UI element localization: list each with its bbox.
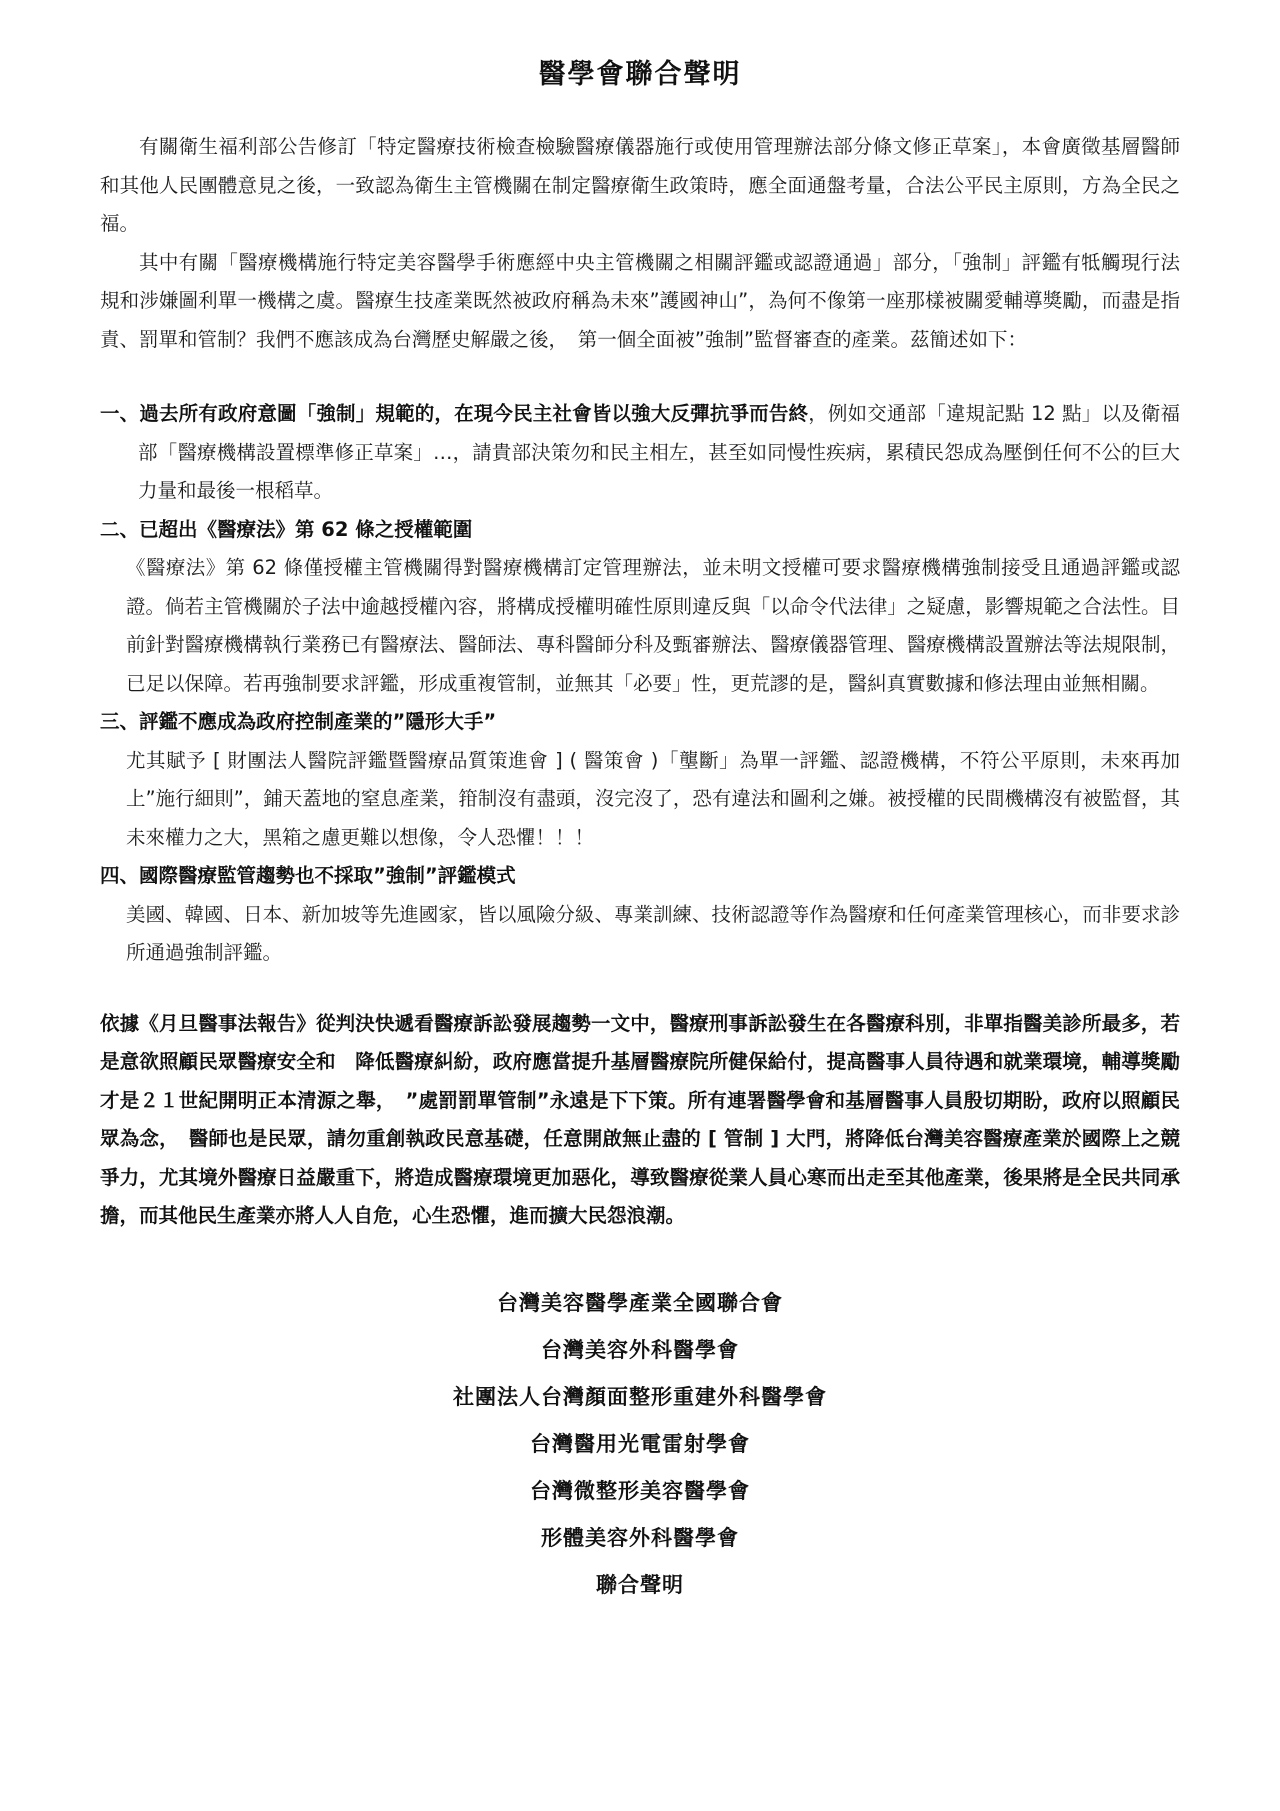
document-title: 醫學會聯合聲明	[538, 59, 742, 90]
section-1-heading: 一、過去所有政府意圖「強制」規範的，在現今民主社會皆以強大反彈抗爭而告終	[100, 402, 809, 425]
signature-line: 台灣美容醫學產業全國聯合會	[497, 1290, 783, 1315]
section-1-body: ，例如交通部「違規記點 12 點」以及衛福部「醫療機構設置標準修正草案」…，請貴部決策勿和民主相左，甚至如同慢性疾病，累積民怨成為壓倒任何不公的巨大力量和最後一根稻草。	[138, 402, 1180, 502]
signature-line: 社團法人台灣顏面整形重建外科醫學會	[453, 1384, 827, 1409]
closing-paragraph: 依據《月旦醫事法報告》從判決快遞看醫療訴訟發展趨勢一文中，醫療刑事訴訟發生在各醫療科別，非單指醫美診所最多，若是意欲照顧民眾醫療安全和 降低醫療糾紛，政府應當提升基層醫療院所健保給付，提高醫事人員待遇和就業環境，輔導獎勵才是２１世紀開明正本清源之舉， ”處罰罰單管制”永遠是下下策。所有連署醫學會和基層醫事人員殷切期盼，政府以照顧民眾為念， 醫師也是民眾，請勿重創執政民意基礎，任意開啟無止盡的 [ 管制 ] 大門，將降低台灣美容醫療產業於國際上之競爭力，尤其境外醫療日益嚴重下，將造成醫療環境更加惡化，導致醫療從業人員心寒而出走至其他產業，後果將是全民共同承擔，而其他民生產業亦將人人自危，心生恐懼，進而擴大民怨浪潮。	[100, 1011, 1180, 1227]
signature-line: 聯合聲明	[596, 1572, 684, 1597]
section-4-body: 美國、韓國、日本、新加坡等先進國家，皆以風險分級、專業訓練、技術認證等作為醫療和任何產業管理核心，而非要求診所通過強制評鑑。	[126, 902, 1180, 964]
section-4-heading: 四、國際醫療監管趨勢也不採取”強制”評鑑模式	[100, 864, 516, 887]
section-3-body: 尤其賦予 [ 財團法人醫院評鑑暨醫療品質策進會 ] ( 醫策會 )「壟斷」為單一評鑑、認證機構，不符公平原則，未來再加上”施行細則”，鋪天蓋地的窒息產業，箝制沒有盡頭，沒完沒了，恐有違法和圖利之嫌。被授權的民間機構沒有被監督，其未來權力之大，黑箱之慮更難以想像，令人恐懼！！！	[126, 748, 1180, 849]
signature-line: 台灣醫用光電雷射學會	[530, 1431, 750, 1456]
signature-block	[100, 1280, 1180, 1609]
section-2-heading: 二、已超出《醫療法》第 62 條之授權範圍	[100, 517, 473, 541]
signature-line: 台灣微整形美容醫學會	[530, 1478, 750, 1503]
section-2-body: 《醫療法》第 62 條僅授權主管機關得對醫療機構訂定管理辦法，並未明文授權可要求醫療機構強制接受且通過評鑑或認證。倘若主管機關於子法中逾越授權內容，將構成授權明確性原則違反與「以命令代法律」之疑慮，影響規範之合法性。目前針對醫療機構執行業務已有醫療法、醫師法、專科醫師分科及甄審辦法、醫療儀器管理、醫療機構設置辦法等法規限制，已足以保障。若再強制要求評鑑，形成重複管制，並無其「必要」性，更荒謬的是，醫糾真實數據和修法理由並無相關。	[126, 556, 1180, 695]
opening-paragraph-1: 有關衛生福利部公告修訂「特定醫療技術檢查檢驗醫療儀器施行或使用管理辦法部分條文修正草案」，本會廣徵基層醫師和其他人民團體意見之後，一致認為衛生主管機關在制定醫療衛生政策時，應全面通盤考量，合法公平民主原則，方為全民之福。	[100, 135, 1180, 235]
signature-line: 形體美容外科醫學會	[541, 1525, 739, 1550]
section-2	[100, 511, 1180, 704]
section-1	[100, 395, 1180, 511]
section-4	[100, 857, 1180, 973]
section-3	[100, 703, 1180, 857]
section-3-heading: 三、評鑑不應成為政府控制產業的”隱形大手”	[100, 710, 497, 733]
signature-line: 台灣美容外科醫學會	[541, 1337, 739, 1362]
opening-paragraph-2: 其中有關「醫療機構施行特定美容醫學手術應經中央主管機關之相關評鑑或認證通過」部分，「強制」評鑑有牴觸現行法規和涉嫌圖利單一機構之虞。醫療生技產業既然被政府稱為未來”護國神山”，為何不像第一座那樣被關愛輔導獎勵，而盡是指責、罰單和管制？我們不應該成為台灣歷史解嚴之後， 第一個全面被”強制”監督審查的產業。茲簡述如下：	[100, 250, 1180, 351]
